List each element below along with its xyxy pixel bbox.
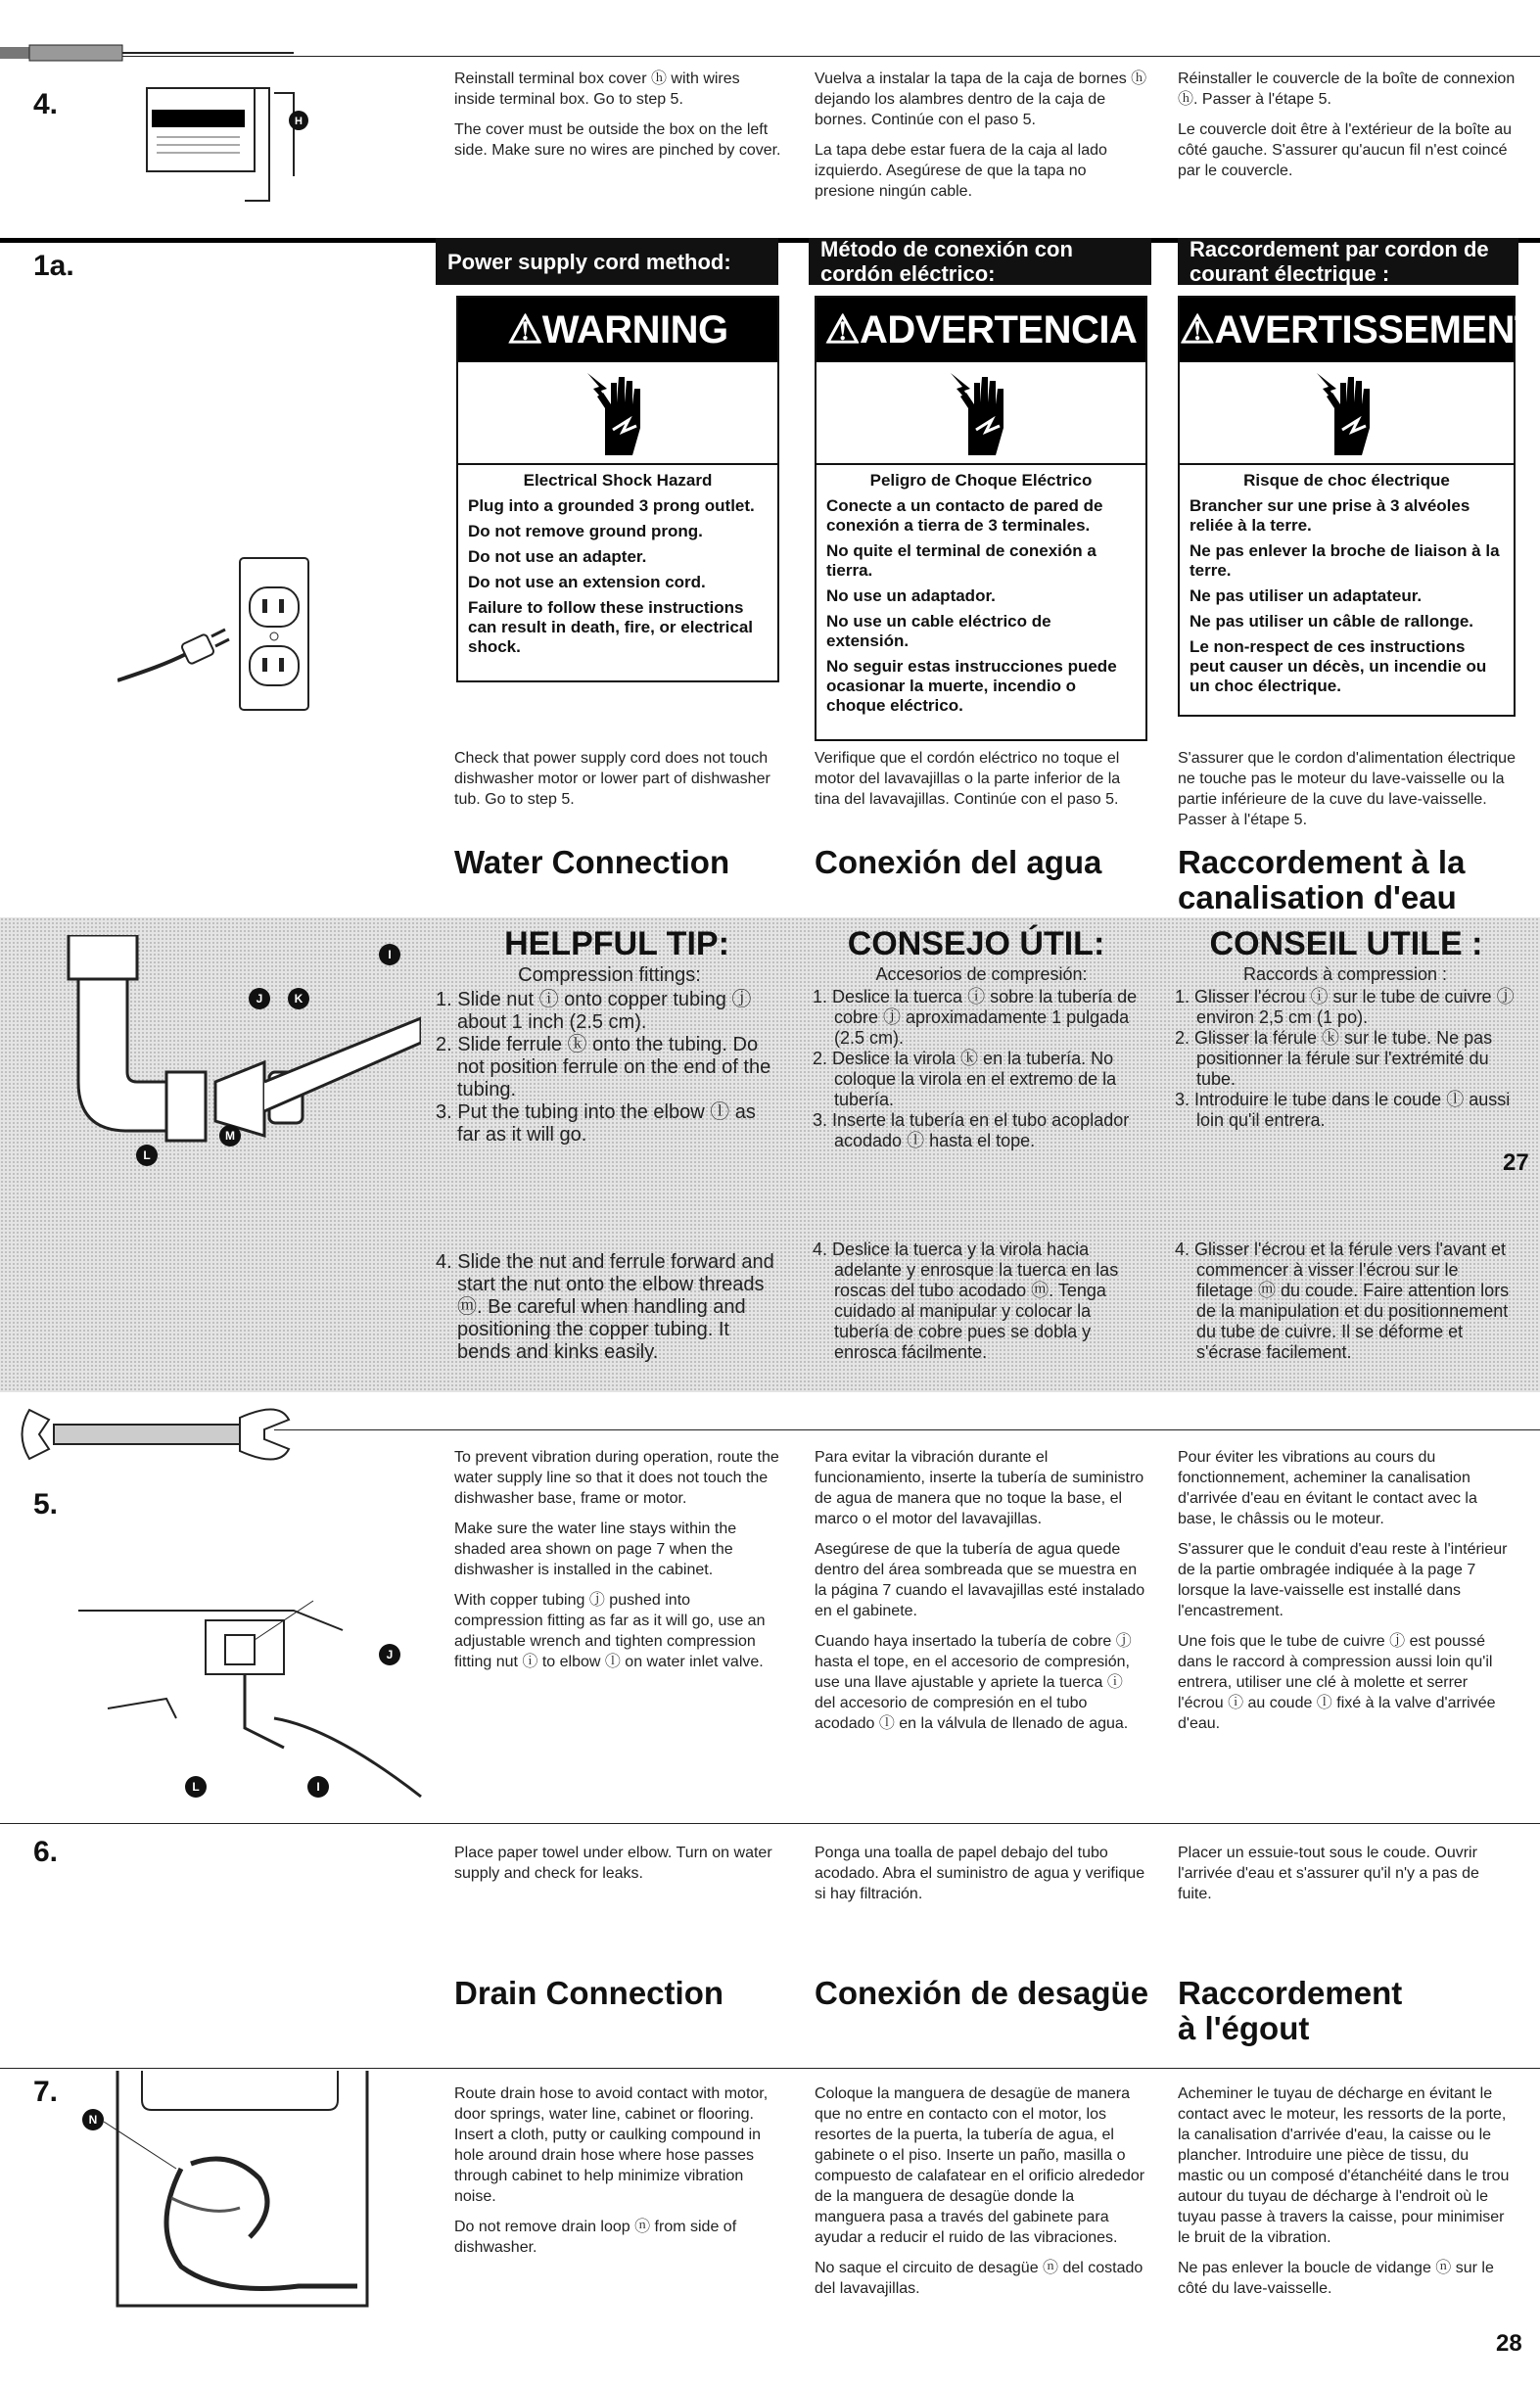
step-4-fr — [1178, 69, 1516, 181]
callout-i: I — [316, 1780, 320, 1794]
step-7-es-p2: No saque el circuito de desagüe ⓝ del costado del lavavajillas. — [815, 2260, 1143, 2297]
step-1a-es: Verifique que el cordón eléctrico no toque el motor del lavavajillas o la parte inferior de la tina del lavavajillas. Continúe con el paso 5. — [815, 750, 1121, 808]
drain-connection-heading-fr: Raccordement à l'égout — [1178, 1975, 1403, 2046]
step-4-illustration — [0, 29, 313, 215]
step-6-es: Ponga una toalla de papel debajo del tubo acodado. Abra el suministro de agua y verifique si hay filtración. — [815, 1845, 1145, 1902]
warning-line: Ne pas utiliser un adaptateur. — [1190, 586, 1423, 605]
step-5-fr-p1: Pour éviter les vibrations au cours du fonctionnement, acheminer la canalisation d'arrivée d'eau en évitant le contact avec la base, le châssis ou le moteur. — [1178, 1449, 1477, 1527]
warning-title-es: Peligro de Choque Eléctrico — [869, 471, 1093, 490]
warning-line: Do not remove ground prong. — [468, 522, 703, 540]
step-4-number: 4. — [33, 88, 59, 120]
tip-item: 2. Slide ferrule ⓚ onto the tubing. Do not position ferrule on the end of the tubing. — [436, 1034, 771, 1100]
tip-subheading-es: Accesorios de compresión: — [875, 964, 1088, 984]
tip-item: 3. Inserte la tubería en el tubo acoplador acodado ⓛ hasta el tope. — [813, 1110, 1130, 1150]
step-7-en — [454, 2083, 782, 2258]
warning-line: Ne pas utiliser un câble de rallonge. — [1190, 612, 1474, 631]
warning-box-en — [456, 296, 779, 682]
step-6-fr: Placer un essuie-tout sous le coude. Ouvrir l'arrivée d'eau et s'assurer qu'il n'y a pas de fuite. — [1178, 1845, 1479, 1902]
step-5-fr-p3: Une fois que le tube de cuivre ⓙ est poussé dans le raccord à compression aussi loin qu'il entrera, utiliser une clé à molette et serrer l'écrou ⓘ au coude ⓛ fixé à la valve d'arrivée d'eau. — [1178, 1633, 1496, 1732]
warning-line: Ne pas enlever la broche de liaison à la terre. — [1190, 541, 1500, 580]
tip-item: 3. Introduire le tube dans le coude ⓛ aussi loin qu'il entrera. — [1175, 1090, 1511, 1130]
tip-item-4-en — [436, 1251, 783, 1364]
callout-h: H — [295, 116, 303, 127]
step-5-en — [454, 1447, 782, 1672]
tip-item-4-fr — [1175, 1240, 1516, 1363]
step-4-es-p2: La tapa debe estar fuera de la caja al lado izquierdo. Asegúrese de que la tapa no presione ningún cable. — [815, 142, 1107, 200]
step-7-es — [815, 2083, 1147, 2299]
tip-item: 3. Put the tubing into the elbow ⓛ as far as it will go. — [436, 1101, 756, 1146]
shock-hazard-icon — [458, 362, 777, 465]
step-5-en-p1: To prevent vibration during operation, route the water supply line so that it does not touch the dishwasher base, frame or motor. — [454, 1449, 779, 1507]
step-4-es-p1: Vuelva a instalar la tapa de la caja de bornes ⓗ dejando los alambres dentro de la caja de bornes. Continúe con el paso 5. — [815, 70, 1147, 128]
warning-line: No use un adaptador. — [826, 586, 996, 605]
tip-item: 4. Slide the nut and ferrule forward and start the nut onto the elbow threads ⓜ. Be careful when handling and positioning the copper tubing. It bends and kinks easily. — [436, 1251, 774, 1363]
inset-page-number: 27 — [1503, 1149, 1529, 1176]
callout-j: J — [386, 1648, 394, 1661]
callout-j: J — [256, 992, 263, 1006]
step-6-rule — [0, 1823, 1540, 1824]
step-5-es-p3: Cuando haya insertado la tubería de cobre ⓙ hasta el tope, en el accesorio de compresión, use una llave ajustable y apriete la tuerca ⓘ del accesorio de compresión en el tubo acodado ⓛ en la válvula de llenado de agua. — [815, 1633, 1132, 1732]
tip-item: 1. Deslice la tuerca ⓘ sobre la tubería de cobre ⓙ aproximadamente 1 pulgada (2.5 cm). — [813, 987, 1138, 1048]
warning-banner-es: ⚠ADVERTENCIA — [817, 298, 1145, 362]
water-connection-heading-en: Water Connection — [454, 844, 730, 880]
warning-title-fr: Risque de choc électrique — [1243, 471, 1450, 490]
step-5-fr-p2: S'assurer que le conduit d'eau reste à l'intérieur de la partie ombragée indiquée à la page 7 lorsque la lave-vaisselle est installé dans l'encastrement. — [1178, 1541, 1508, 1619]
step-7-rule — [0, 2068, 1540, 2069]
warning-banner-fr: ⚠AVERTISSEMENT — [1180, 298, 1514, 362]
power-cord-header-fr: Raccordement par cordon de courant électrique : — [1178, 238, 1518, 285]
helpful-tip-heading-fr: CONSEIL UTILE : — [1209, 925, 1483, 962]
tip-item: 2. Deslice la virola ⓚ en la tubería. No coloque la virola en el extremo de la tubería. — [813, 1049, 1117, 1109]
step-7-en-p1: Route drain hose to avoid contact with motor, door springs, water line, cabinet or flooring. Insert a cloth, putty or caulking compound in hole around drain hose where hose passes through cabinet to help minimize vibration noise. — [454, 2085, 769, 2205]
warning-line: Do not use an extension cord. — [468, 573, 706, 591]
tip-subheading-fr: Raccords à compression : — [1242, 964, 1448, 984]
callout-l: L — [143, 1148, 151, 1162]
power-cord-header-en: Power supply cord method: — [436, 238, 778, 285]
helpful-tip-heading-en: HELPFUL TIP: — [504, 925, 729, 962]
step-6-number: 6. — [33, 1836, 59, 1868]
step-4-fr-p1: Réinstaller le couvercle de la boîte de connexion ⓗ. Passer à l'étape 5. — [1178, 70, 1516, 108]
step-4-en — [454, 69, 782, 161]
step-5-en-p2: Make sure the water line stays within the shaded area shown on page 7 when the dishwasher is installed in the cabinet. — [454, 1520, 737, 1578]
shock-hazard-icon — [1180, 362, 1514, 465]
step-1a-number: 1a. — [33, 250, 74, 282]
warning-line: No quite el terminal de conexión a tierra. — [826, 541, 1097, 580]
wrench-icon — [10, 1400, 303, 1469]
power-cord-header-es: Método de conexión con cordón eléctrico: — [809, 238, 1151, 285]
tip-subheading-en: Compression fittings: — [518, 964, 701, 986]
step-4-es — [815, 69, 1147, 202]
callout-k: K — [294, 992, 303, 1006]
step-5-en-p3: With copper tubing ⓙ pushed into compression fitting as far as it will go, use an adjustable wrench and tighten compression fitting nut ⓘ to elbow ⓛ on water inlet valve. — [454, 1592, 766, 1670]
water-connection-heading-fr: Raccordement à la canalisation d'eau — [1178, 844, 1466, 915]
step-5-es-p2: Asegúrese de que la tubería de agua quede dentro del área sombreada que se muestra en la página 7 cuando el lavavajillas esté instalado en el gabinete. — [815, 1541, 1145, 1619]
tip-item-4-es — [813, 1240, 1150, 1363]
step-4-fr-p2: Le couvercle doit être à l'extérieur de la boîte au côté gauche. S'assurer qu'aucun fil n'est coincé par le couvercle. — [1178, 121, 1513, 179]
step-7-number: 7. — [33, 2076, 59, 2108]
warning-line: Le non-respect de ces instructions peut causer un décès, un incendie ou un choc électrique. — [1190, 637, 1487, 695]
tip-column-en — [436, 964, 783, 1146]
warning-line: Failure to follow these instructions can result in death, fire, or electrical shock. — [468, 598, 753, 656]
step-7-fr-p1: Acheminer le tuyau de décharge en évitant le contact avec le moteur, les ressorts de la porte, la canalisation d'arrivée d'eau, la caisse ou le plancher. Introduire une pièce de tissu, du mastic ou un composé d'étanchéité dans le trou autour du tuyau de décharge à l'endroit où le tuyau passe à travers la caisse, pour minimiser le bruit de la vibration. — [1178, 2085, 1510, 2246]
warning-banner-en: ⚠WARNING — [458, 298, 777, 362]
step-7-fr — [1178, 2083, 1516, 2299]
callout-n: N — [88, 2113, 98, 2127]
tip-column-fr — [1175, 964, 1516, 1131]
callout-i: I — [388, 948, 392, 961]
callout-m: M — [225, 1129, 235, 1143]
warning-line: Conecte a un contacto de pared de conexión a tierra de 3 terminales. — [826, 496, 1103, 535]
tip-item: 2. Glisser la férule ⓚ sur le tube. Ne pas positionner la férule sur l'extrémité du tube. — [1175, 1028, 1493, 1089]
step-1a-en: Check that power supply cord does not touch dishwasher motor or lower part of dishwasher tub. Go to step 5. — [454, 750, 770, 808]
shock-hazard-icon — [817, 362, 1145, 465]
tip-item: 4. Deslice la tuerca y la virola hacia adelante y enrosque la tuerca en las roscas del tubo acodado ⓜ. Tenga cuidado al manipular y colocar la tubería de cobre pues se dobla y enrosca fácilmente. — [813, 1240, 1119, 1362]
step-1a-fr: S'assurer que le cordon d'alimentation électrique ne touche pas le moteur du lave-vaisselle ou la partie inférieure de la cuve du lave-vaisselle. Passer à l'étape 5. — [1178, 750, 1516, 828]
warning-box-fr — [1178, 296, 1538, 717]
step-7-illustration — [73, 2071, 387, 2325]
step-5-illustration — [78, 1581, 431, 1806]
tip-item: 4. Glisser l'écrou et la férule vers l'avant et commencer à visser l'écrou sur le filetage ⓜ du coude. Faire attention lors de la manipulation et du positionnement du tube de cuivre. Il se déforme et s'écrase facilement. — [1175, 1240, 1510, 1362]
step-6-en: Place paper towel under elbow. Turn on water supply and check for leaks. — [454, 1845, 772, 1882]
tip-item: 1. Glisser l'écrou ⓘ sur le tube de cuivre ⓙ environ 2,5 cm (1 po). — [1175, 987, 1515, 1027]
warning-line: Do not use an adapter. — [468, 547, 647, 566]
page-number: 28 — [1496, 2330, 1522, 2357]
callout-l: L — [192, 1780, 200, 1794]
tip-item: 1. Slide nut ⓘ onto copper tubing ⓙ about 1 inch (2.5 cm). — [436, 989, 752, 1033]
warning-line: Plug into a grounded 3 prong outlet. — [468, 496, 755, 515]
warning-box-es — [815, 296, 1147, 741]
warning-line: No seguir estas instrucciones puede ocasionar la muerte, incendio o choque eléctrico. — [826, 657, 1117, 715]
step-7-es-p1: Coloque la manguera de desagüe de manera que no entre en contacto con el motor, los resortes de la puerta, la tubería de agua, el gabinete o el piso. Inserte un paño, masilla o compuesto de calafatear en el orificio alrededor de la manguera de desagüe donde la manguera pasa a través del gabinete para ayudar a reducir el ruido de las vibraciones. — [815, 2085, 1145, 2246]
warning-title-en: Electrical Shock Hazard — [523, 471, 713, 490]
step-7-en-p2: Do not remove drain loop ⓝ from side of dishwasher. — [454, 2219, 737, 2256]
step-7-fr-p2: Ne pas enlever la boucle de vidange ⓝ sur le côté du lave-vaisselle. — [1178, 2260, 1494, 2297]
step-4-en-p1: Reinstall terminal box cover ⓗ with wires inside terminal box. Go to step 5. — [454, 70, 740, 108]
grounded-outlet-illustration — [117, 548, 313, 715]
step-5-number: 5. — [33, 1488, 59, 1520]
compression-fitting-illustration — [20, 935, 421, 1170]
step-5-rule — [274, 1429, 1540, 1430]
warning-line: No use un cable eléctrico de extensión. — [826, 612, 1051, 650]
step-5-fr — [1178, 1447, 1516, 1734]
tip-column-es — [813, 964, 1150, 1151]
step-4-en-p2: The cover must be outside the box on the left side. Make sure no wires are pinched by cover. — [454, 121, 781, 159]
helpful-tip-heading-es: CONSEJO ÚTIL: — [847, 925, 1105, 962]
warning-line: Brancher sur une prise à 3 alvéoles reliée à la terre. — [1190, 496, 1470, 535]
drain-connection-heading-es: Conexión de desagüe — [815, 1975, 1149, 2011]
step-5-es — [815, 1447, 1147, 1734]
drain-connection-heading-en: Drain Connection — [454, 1975, 724, 2011]
water-connection-heading-es: Conexión del agua — [815, 844, 1102, 880]
step-5-es-p1: Para evitar la vibración durante el funcionamiento, inserte la tubería de suministro de agua de manera que no toque la base, el marco o el motor del lavavajillas. — [815, 1449, 1144, 1527]
